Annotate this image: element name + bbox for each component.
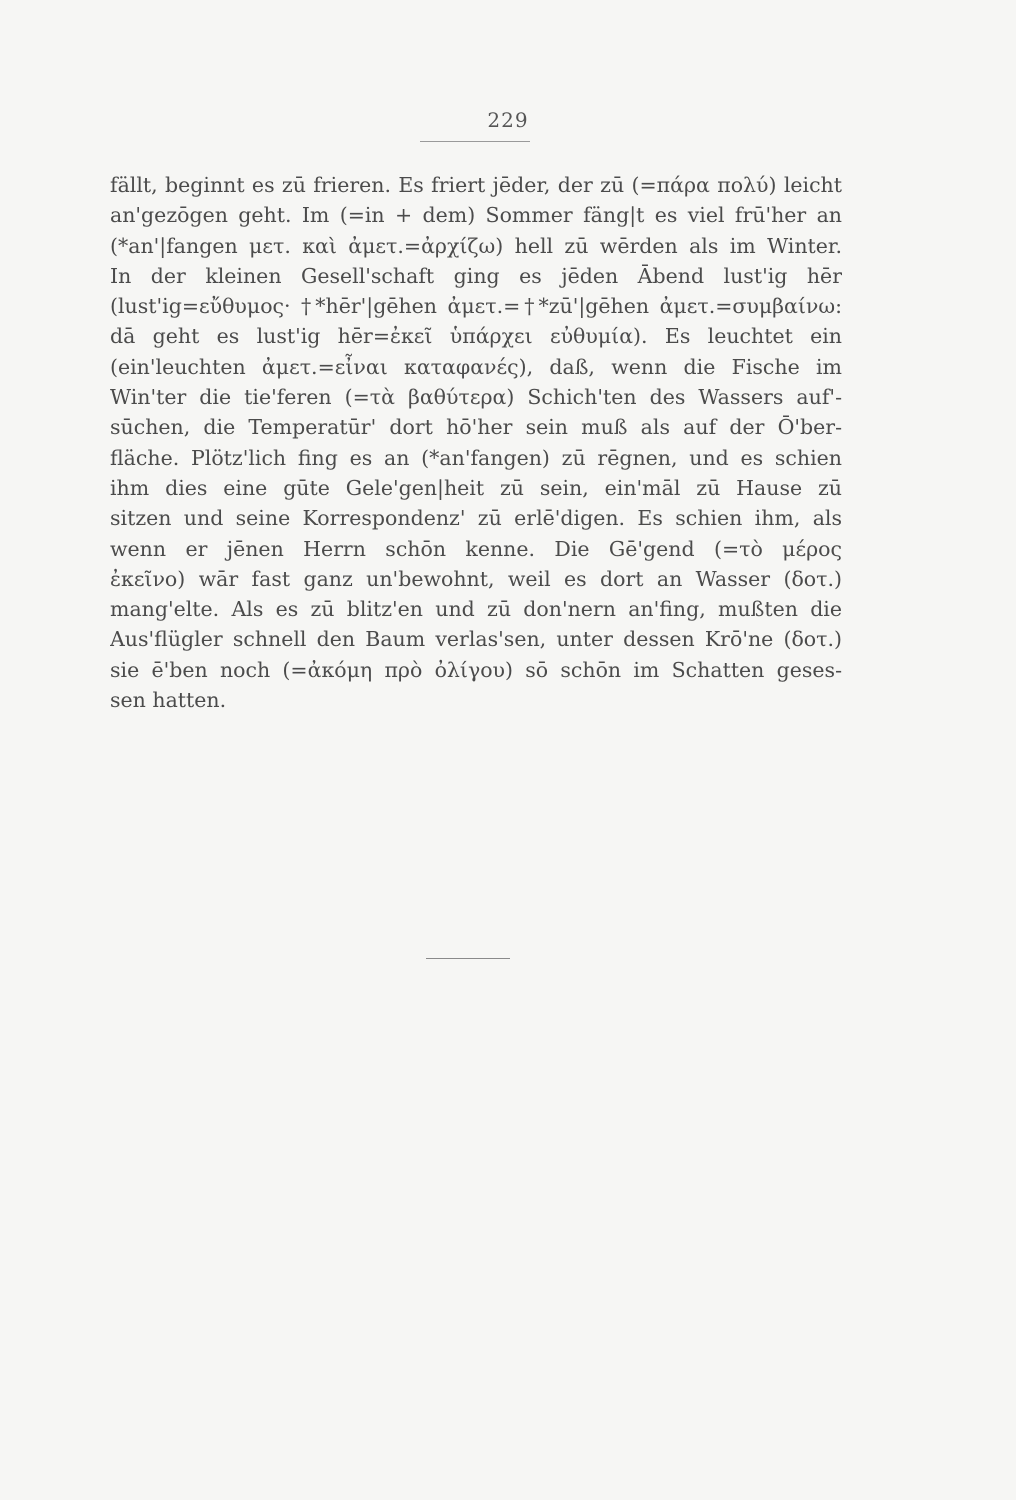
text-line: mang'elte. Als es zū blitz'en und zū don'nern an'fing, mußten die [110, 597, 842, 622]
text-line: fläche. Plötz'lich fing es an (*an'fangen) zū rēgnen, und es schien [110, 445, 842, 470]
text-line: ihm dies eine gūte Gele'gen|heit zū sein, ein'māl zū Hause zū [110, 475, 842, 500]
page-number: 229 [487, 108, 529, 132]
text-line: sūchen, die Temperatūr' dort hō'her sein muß als auf der Ō'ber- [110, 415, 842, 440]
footer-rule [426, 958, 510, 959]
text-line: In der kleinen Gesell'schaft ging es jēden Ābend lust'ig hēr [110, 263, 842, 288]
text-line: dā geht es lust'ig hēr=ἐκεῖ ὑπάρχει εὐθυμία). Es leuchtet ein [110, 324, 842, 349]
text-line: ἐκεῖνο) wār fast ganz un'bewohnt, weil es dort an Wasser (δοτ.) [110, 566, 842, 591]
text-line: sen hatten. [110, 688, 227, 713]
header-rule [420, 141, 530, 142]
text-line: sitzen und seine Korrespondenz' zū erlē'digen. Es schien ihm, als [110, 506, 842, 531]
text-line: an'gezōgen geht. Im (=in + dem) Sommer fäng|t es viel frū'her an [110, 203, 842, 228]
text-line: (*an'|fangen μετ. καὶ ἀμετ.=ἀρχίζω) hell zū wērden als im Winter. [110, 233, 842, 258]
text-line: (lust'ig=εὔθυμος· †*hēr'|gēhen ἀμετ.=†*zū'|gēhen ἀμετ.=συμβαίνω: [110, 294, 842, 319]
text-line: sie ē'ben noch (=ἀκόμη πρὸ ὀλίγου) sō schōn im Schatten geses- [110, 657, 842, 682]
body-paragraph [110, 170, 842, 715]
text-line: Win'ter die tie'feren (=τὰ βαθύτερα) Schich'ten des Wassers auf'- [110, 385, 842, 410]
text-line: wenn er jēnen Herrn schōn kenne. Die Gē'gend (=τὸ μέρος [110, 536, 842, 561]
text-line: (ein'leuchten ἀμετ.=εἶναι καταφανές), daß, wenn die Fische im [110, 354, 842, 379]
text-line: Aus'flügler schnell den Baum verlas'sen, unter dessen Krō'ne (δοτ.) [110, 627, 842, 652]
text-line: fällt, beginnt es zū frieren. Es friert jēder, der zū (=πάρα πολύ) leicht [110, 173, 842, 197]
